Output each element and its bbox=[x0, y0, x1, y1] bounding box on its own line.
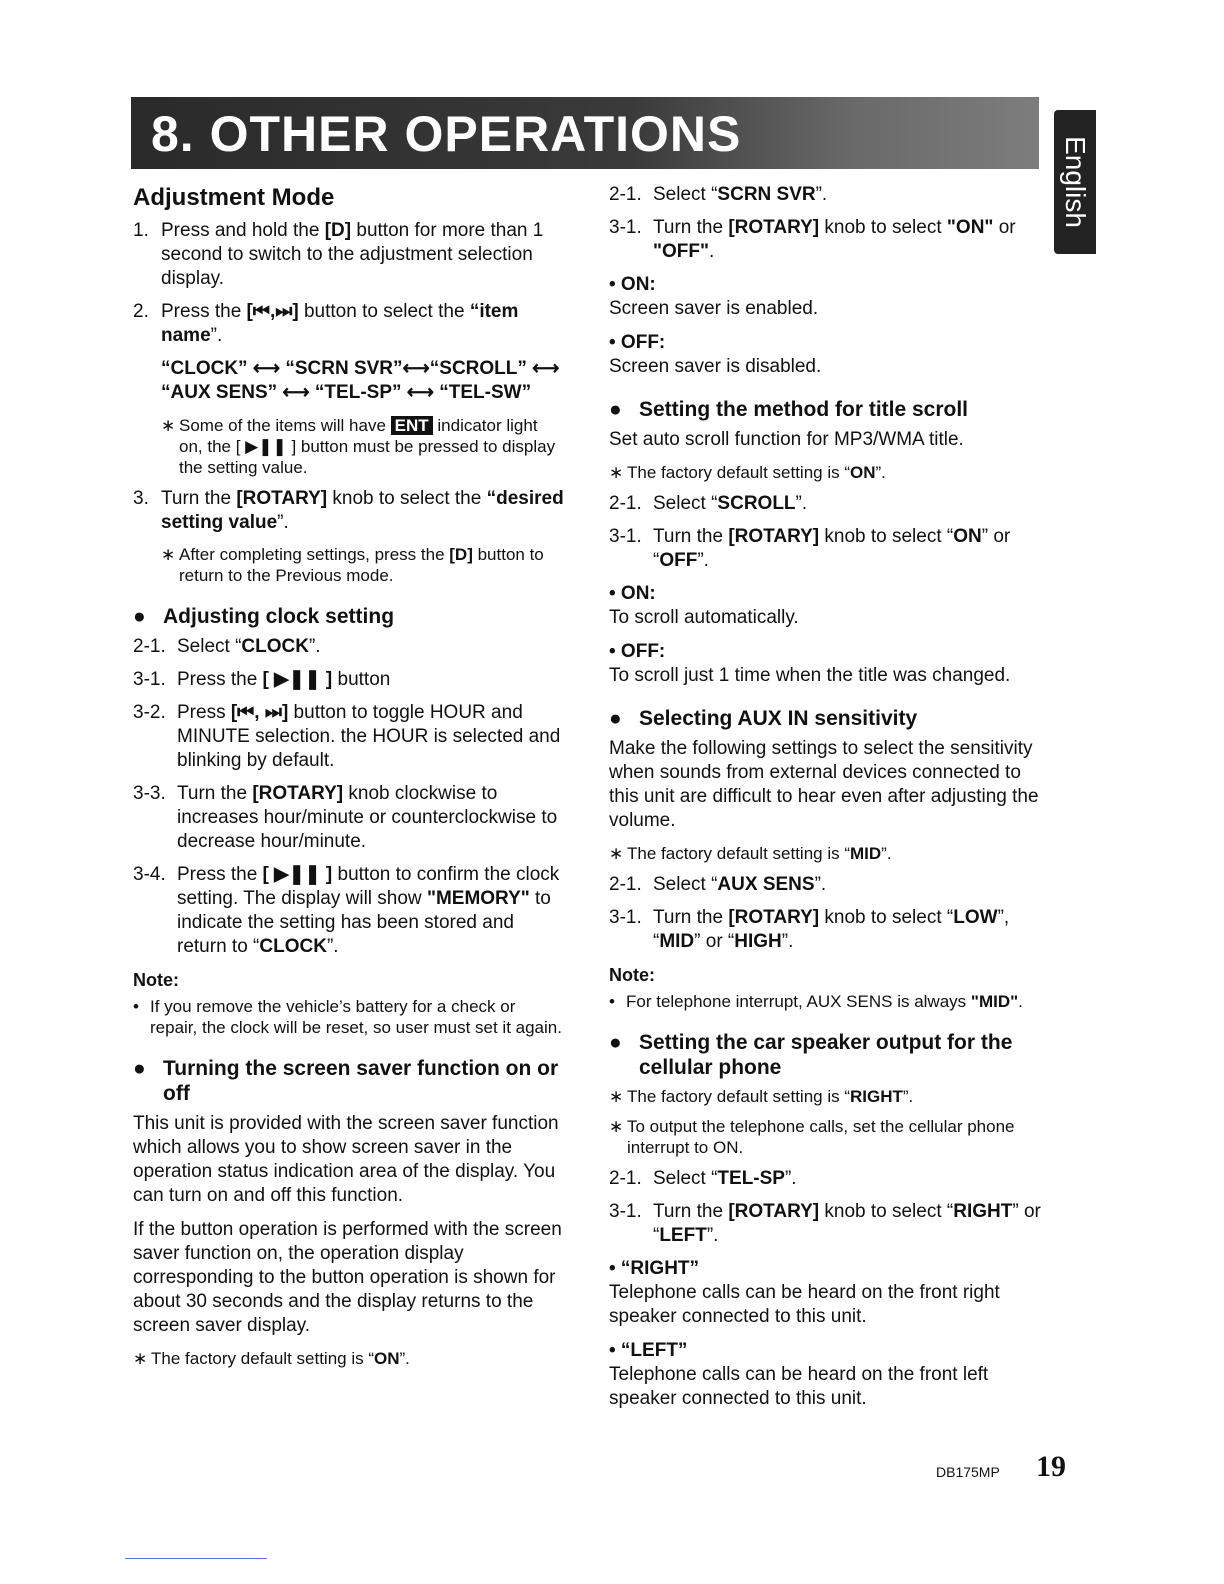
clock-note: • If you remove the vehicle’s battery for a check or repair, the clock will be reset, so user must set it again. bbox=[133, 997, 562, 1037]
right-column bbox=[609, 183, 1041, 1421]
clock-step-3-3: 3-3. Turn the [ROTARY] knob clockwise to increases hour/minute or counterclockwise to decrease hour/minute. bbox=[133, 783, 558, 852]
saver-on-label: • ON: bbox=[609, 274, 656, 295]
language-tab-label: English bbox=[1060, 136, 1091, 228]
scroll-factory-note: ∗ The factory default setting is “ON”. bbox=[609, 463, 886, 482]
step-1: 1. Press and hold the [D] button for more than 1 second to switch to the adjustment selection display. bbox=[133, 220, 544, 289]
clock-step-3-1: 3-1. Press the [ ▶❚❚ ] button bbox=[133, 669, 391, 690]
clock-step-2-1: 2-1. Select “CLOCK”. bbox=[133, 636, 321, 657]
scroll-desc: Set auto scroll function for MP3/WMA title. bbox=[609, 429, 964, 450]
clock-step-3-2: 3-2. Press [⏮, ⏭] button to toggle HOUR and MINUTE selection. the HOUR is selected and blinking by default. bbox=[133, 702, 561, 771]
tel-step-3-1: 3-1. Turn the [ROTARY] knob to select “RIGHT” or “LEFT”. bbox=[609, 1201, 1041, 1246]
tel-right-text: Telephone calls can be heard on the front right speaker connected to this unit. bbox=[609, 1282, 1000, 1327]
saver-paragraph-2: If the button operation is performed with the screen saver function on, the operation display corresponding to the button operation is shown for about 30 seconds and the display returns to the screen saver display. bbox=[133, 1219, 562, 1336]
clock-step-3-4: 3-4. Press the [ ▶❚❚ ] button to confirm the clock setting. The display will show "MEMORY" to indicate the setting has been stored and return to “CLOCK”. bbox=[133, 864, 560, 957]
step-2: 2. Press the [⏮,⏭] button to select the “item name”. bbox=[133, 301, 519, 346]
saver-off-text: Screen saver is disabled. bbox=[609, 356, 822, 377]
item-sequence: “CLOCK” ⟷ “SCRN SVR”⟷“SCROLL” ⟷ “AUX SENS” ⟷ “TEL-SP” ⟷ “TEL-SW” bbox=[161, 358, 560, 403]
scroll-step-3-1: 3-1. Turn the [ROTARY] knob to select “ON” or “OFF”. bbox=[609, 526, 1011, 571]
aux-factory-note: ∗ The factory default setting is “MID”. bbox=[609, 844, 892, 863]
tel-output-note: ∗ To output the telephone calls, set the cellular phone interrupt to ON. bbox=[609, 1117, 1015, 1157]
model-number: DB175MP bbox=[936, 1464, 1000, 1480]
saver-step-2-1: 2-1. Select “SCRN SVR”. bbox=[609, 184, 828, 205]
after-note: ∗ After completing settings, press the [D] button to return to the Previous mode. bbox=[161, 545, 544, 585]
footer-rule bbox=[125, 1558, 267, 1559]
section-aux: ● Selecting AUX IN sensitivity bbox=[609, 707, 918, 730]
page-number: 19 bbox=[1036, 1450, 1066, 1483]
aux-step-3-1: 3-1. Turn the [ROTARY] knob to select “LOW”, “MID” or “HIGH”. bbox=[609, 907, 1010, 952]
scroll-on-text: To scroll automatically. bbox=[609, 607, 799, 628]
scroll-step-2-1: 2-1. Select “SCROLL”. bbox=[609, 493, 808, 514]
saver-off-label: • OFF: bbox=[609, 332, 666, 353]
tel-left-text: Telephone calls can be heard on the front left speaker connected to this unit. bbox=[609, 1364, 989, 1409]
step-3: 3. Turn the [ROTARY] knob to select the “desired setting value”. bbox=[133, 488, 564, 533]
chapter-banner bbox=[131, 97, 1039, 169]
aux-note-heading: Note: bbox=[609, 965, 655, 985]
ent-note: ∗ Some of the items will have ENT indicator light on, the [ ▶❚❚ ] button must be pressed to display the setting value. bbox=[161, 416, 556, 477]
left-column bbox=[133, 183, 565, 1378]
tel-right-label: • “RIGHT” bbox=[609, 1258, 700, 1279]
section-tel-speaker: ● Setting the car speaker output for the cellular phone bbox=[609, 1031, 1013, 1079]
scroll-off-label: • OFF: bbox=[609, 641, 666, 662]
saver-factory-note: ∗ The factory default setting is “ON”. bbox=[133, 1349, 410, 1368]
tel-factory-note: ∗ The factory default setting is “RIGHT”. bbox=[609, 1087, 914, 1106]
section-heading: Adjustment Mode bbox=[133, 184, 335, 211]
aux-desc: Make the following settings to select the sensitivity when sounds from external devices connected to this unit are difficult to hear even after adjusting the volume. bbox=[609, 738, 1039, 831]
aux-note: • For telephone interrupt, AUX SENS is always "MID". bbox=[609, 992, 1023, 1011]
chapter-title: 8. OTHER OPERATIONS bbox=[151, 106, 742, 162]
scroll-off-text: To scroll just 1 time when the title was changed. bbox=[609, 665, 1011, 686]
saver-paragraph-1: This unit is provided with the screen saver function which allows you to show screen saver in the operation status indication area of the display. You can turn on and off this function. bbox=[133, 1113, 559, 1206]
saver-on-text: Screen saver is enabled. bbox=[609, 298, 819, 319]
section-title-scroll: ● Setting the method for title scroll bbox=[609, 398, 969, 421]
saver-step-3-1: 3-1. Turn the [ROTARY] knob to select "ON" or "OFF". bbox=[609, 217, 1016, 262]
ent-badge: ENT bbox=[391, 416, 433, 435]
tel-step-2-1: 2-1. Select “TEL-SP”. bbox=[609, 1168, 797, 1189]
section-screen-saver: ● Turning the screen saver function on or off bbox=[133, 1057, 559, 1105]
section-clock: ● Adjusting clock setting bbox=[133, 605, 395, 628]
scroll-on-label: • ON: bbox=[609, 583, 656, 604]
tel-left-label: • “LEFT” bbox=[609, 1340, 688, 1361]
aux-step-2-1: 2-1. Select “AUX SENS”. bbox=[609, 874, 827, 895]
clock-note-heading: Note: bbox=[133, 970, 179, 990]
language-tab bbox=[1054, 110, 1096, 254]
